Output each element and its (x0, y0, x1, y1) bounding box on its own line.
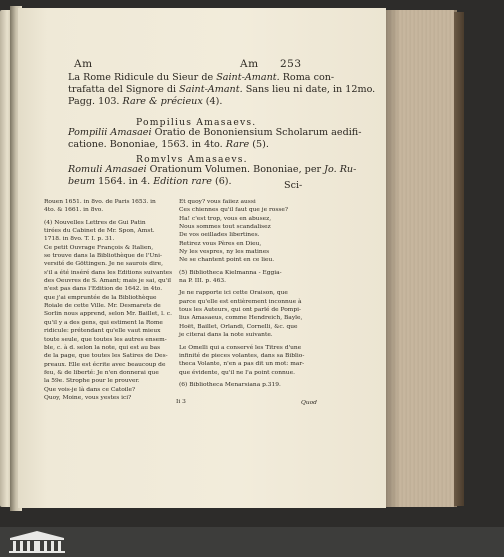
footnote-line: preaux. Elle est écrite avec beaucoup de (44, 361, 166, 368)
footnote-line: versité de Göttingen. Je ne saurois dire, (44, 261, 164, 268)
book-cover-edge (454, 12, 464, 506)
footnote-line: ridicule: prétendant qu'elle vaut mieux (44, 328, 161, 335)
book-page (18, 8, 386, 508)
footnote-line: Hoët, Baillet, Orlandi, Cornelli, &c. que (179, 323, 298, 330)
entry-heading-romulus: Romvlvs Amasaevs. (136, 154, 248, 165)
footnote-line: de la page, que toutes les Satires de Des- (44, 353, 168, 360)
footnote-line: je citerai dans la note suivante. (179, 332, 273, 339)
footnote-line: 4to. & 1661. in 8vo. (44, 207, 104, 214)
footnote-line: qu'il y a des gens, qui estiment la Rome (44, 319, 163, 326)
footnote-line: infinité de pieces volantes, dans sa Biblio- (179, 352, 305, 359)
footnote-line: (6) Bibliotheca Menarsiana p.319. (179, 381, 281, 388)
footnote-line: Sorlin nous apprend, selon Mr. Baillet, l. c. (44, 311, 172, 318)
footnote-line: Que vois-je là dans ce Catoile? (44, 386, 136, 393)
footnote-line: Ces chiennes qu'il faut que je rosse? (179, 207, 289, 214)
footnote-line: Ha! c'est trop, vous en abusez, (179, 215, 272, 222)
footnote-line: s'il a été inséré dans les Editions suivantes (44, 269, 173, 276)
running-head-middle: Am (240, 58, 259, 70)
footnote-line: (5) Bibliotheca Kielmanna - Eggia- (179, 269, 282, 276)
footnote-line: tous les Auteurs, qui ont parlé de Pompi- (179, 307, 302, 314)
footnote-line: n'est pas dans l'Edition de 1642. in 4to. (44, 286, 163, 293)
footnote-line: feu, & de liberté: Je n'en donnerai que (44, 369, 159, 376)
footnote-line: na P. III. p. 463. (179, 278, 227, 285)
entry-heading-pompilius: Pompilius Amasaevs. (136, 117, 257, 128)
footnote-line: (4) Nouvelles Lettres de Gui Patin (44, 219, 146, 226)
footnote-line: ble, c. à d. selon la note, qui est au bas (44, 344, 161, 351)
bottom-catchword: Quod (301, 400, 317, 406)
running-head-left: Am (74, 58, 93, 70)
entry-romulus: Romuli Amasaei Orationum Volumen. Bononiae, per Jo. Ru- beum 1564. in 4. Edition rare (6). (68, 164, 357, 188)
footnote-line: se trouve dans la Bibliothèque de l'Uni- (44, 253, 162, 260)
entry-pompilius: Pompilii Amasaei Oratio de Bononiensium Scholarum aedifi- catione. Bononiae, 1563. in 4to. Rare (5). (68, 127, 362, 151)
footnote-line: Nous sommes tout scandalisez (179, 224, 271, 231)
footnote-line: 1718. in 8vo. T. I. p. 31. (44, 236, 115, 243)
footnote-line: que j'ai empruntée de la Bibliothèque (44, 294, 157, 301)
footnote-line: la 59e. Strophe pour le prouver. (44, 378, 140, 385)
footnote-line: Ny les vespres, ny les matines (179, 249, 270, 256)
footnote-line: parce qu'elle est entièrement inconnue à (179, 298, 302, 305)
page-number: 253 (280, 58, 302, 70)
signature-mark: Ii 3 (176, 399, 186, 405)
footnote-line: tirées du Cabinet de Mr. Spon, Amst. (44, 228, 155, 235)
footnote-line: Ne se chantent point en ce lieu. (179, 257, 275, 264)
footnote-line: des Oeuvres de S. Amant; mais je sai, qu'il (44, 278, 172, 285)
entry-rome-ridicule: La Rome Ridicule du Sieur de Saint-Amant. Roma con- trafatta del Signore di Saint-Amant. Sans lieu ni date, in 12mo. Pagg. 103. Rare & précieux (4). (68, 72, 376, 108)
footnote-line: Le Omelli qui a conservé les Titres d'une (179, 344, 302, 351)
footnote-line: Ce petit Ouvrage François & Italien, (44, 244, 154, 251)
footnote-line: De vos oeillades libertines. (179, 232, 260, 239)
footnote-line: Quoy, Moine, vous yestes ici? (44, 394, 132, 401)
footnote-line: Et quoy? vous faiiez aussi (179, 199, 256, 205)
footnote-line: Roiale de cette Ville. Mr. Desmarets de (44, 303, 161, 310)
footnote-line: theca Volante, n'en a pas dit un mot: mar- (179, 361, 305, 368)
library-building-logo-icon (6, 529, 68, 555)
footnote-line: toute seule, que toutes les autres ensem- (44, 336, 167, 343)
catchword: Sci- (284, 180, 303, 191)
footnote-column-right (179, 198, 327, 389)
footnote-line: lius Amasaeus, comme Hendreich, Bayle, (179, 315, 303, 322)
footnote-line: Retirez vous Pères en Dieu, (179, 240, 262, 247)
footnote-line: que évidente, qu'il ne l'a point connue. (179, 369, 295, 376)
footnote-line: Rouen 1651. in 8vo. de Paris 1653. in (44, 199, 156, 205)
footnote-line: Je ne rapporte ici cette Oraison, que (179, 290, 288, 297)
viewer-footer-bar (0, 527, 504, 557)
footnote-column-left (44, 198, 190, 402)
